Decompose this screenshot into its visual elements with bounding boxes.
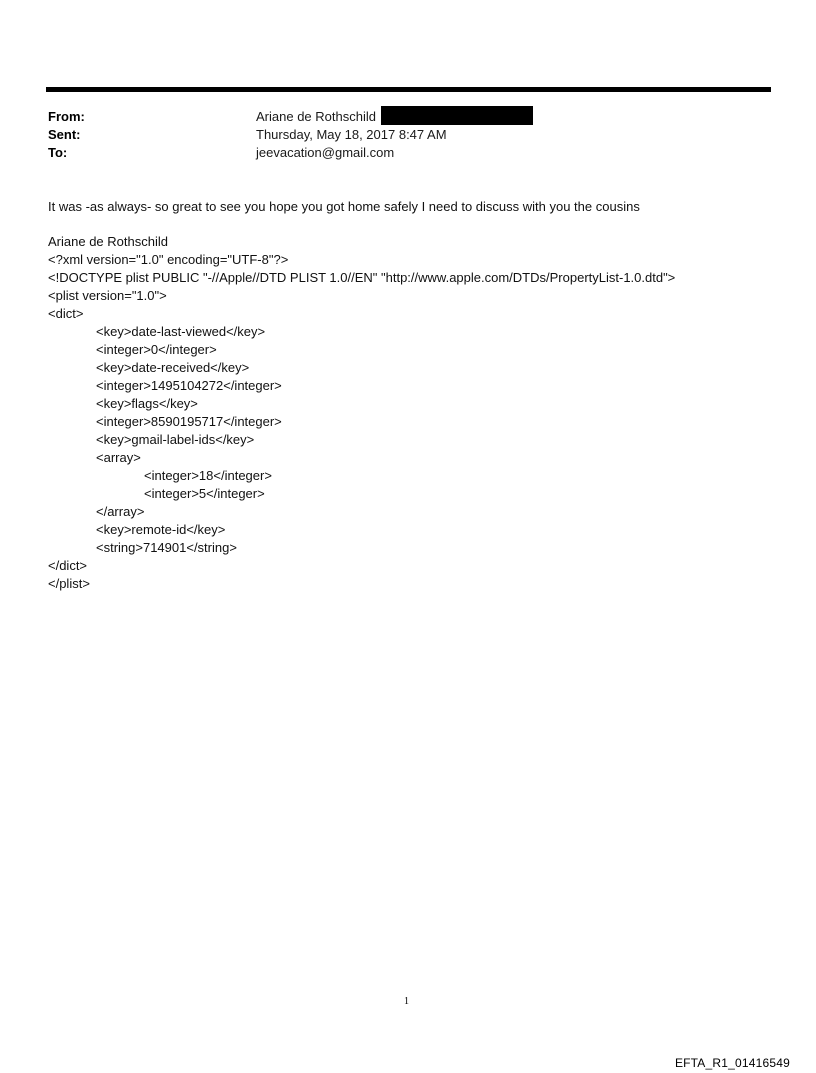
plist-line: <key>gmail-label-ids</key> — [96, 432, 255, 447]
header-rule — [46, 87, 771, 92]
sender-name: Ariane de Rothschild — [256, 109, 376, 124]
plist-line: <dict> — [48, 306, 84, 321]
plist-line: <plist version="1.0"> — [48, 288, 167, 303]
plist-line: <key>remote-id</key> — [96, 522, 226, 537]
redaction-block — [381, 106, 533, 125]
plist-line: <integer>8590195717</integer> — [96, 414, 282, 429]
sent-row — [48, 126, 748, 144]
plist-line: <integer>1495104272</integer> — [96, 378, 282, 393]
plist-line: <array> — [96, 450, 141, 465]
plist-line: <integer>5</integer> — [144, 486, 265, 501]
plist-line: <key>flags</key> — [96, 396, 198, 411]
plist-line: <?xml version="1.0" encoding="UTF-8"?> — [48, 252, 289, 267]
plist-line: </plist> — [48, 576, 90, 591]
signature: Ariane de Rothschild — [48, 234, 168, 249]
plist-line: <key>date-received</key> — [96, 360, 250, 375]
to-label: To: — [48, 145, 68, 160]
plist-line: </array> — [96, 504, 145, 519]
bates-number: EFTA_R1_01416549 — [674, 1056, 790, 1070]
sent-label: Sent: — [48, 127, 81, 142]
from-row — [48, 108, 748, 126]
plist-line: </dict> — [48, 558, 88, 573]
from-value — [256, 108, 533, 126]
from-label: From: — [48, 109, 85, 124]
sent-value: Thursday, May 18, 2017 8:47 AM — [256, 127, 447, 142]
plist-line: <string>714901</string> — [96, 540, 237, 555]
to-value: jeevacation@gmail.com — [256, 145, 395, 160]
plist-line: <!DOCTYPE plist PUBLIC "-//Apple//DTD PLIST 1.0//EN" "http://www.apple.com/DTDs/PropertyList-1.0.dtd"> — [48, 270, 676, 285]
to-row — [48, 144, 748, 162]
message-text: It was -as always- so great to see you hope you got home safely I need to discuss with you the cousins — [48, 199, 640, 214]
plist-line: <key>date-last-viewed</key> — [96, 324, 266, 339]
plist-line: <integer>18</integer> — [144, 468, 272, 483]
plist-line: <integer>0</integer> — [96, 342, 217, 357]
page-number: 1 — [404, 996, 409, 1007]
